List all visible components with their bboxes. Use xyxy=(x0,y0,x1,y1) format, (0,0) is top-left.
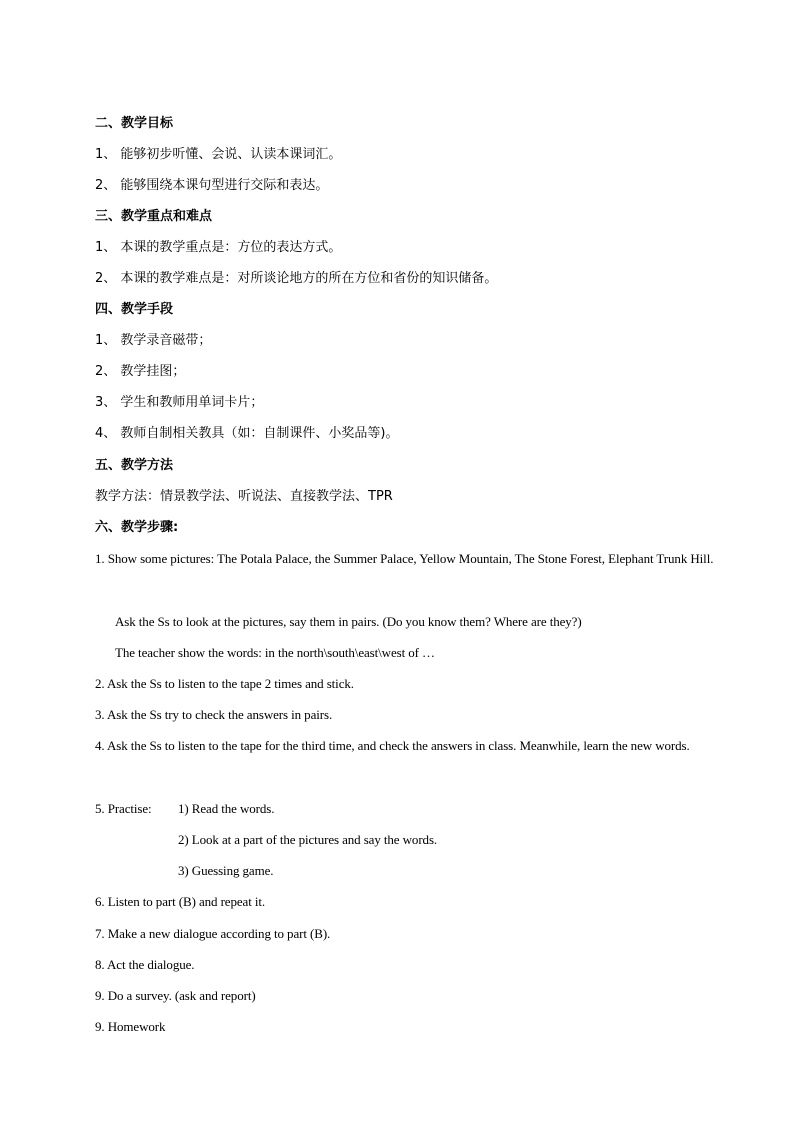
step-homework: 9. Homework xyxy=(95,1019,166,1034)
goal-item-2: 2、 能够围绕本课句型进行交际和表达。 xyxy=(95,178,329,193)
methods-text: 教学方法：情景教学法、听说法、直接教学法、TPR xyxy=(95,489,393,504)
step-1-sub-1: Ask the Ss to look at the pictures, say them in pairs. (Do you know them? Where are they?) xyxy=(115,614,582,629)
aid-item-1: 1、 教学录音磁带； xyxy=(95,333,212,348)
step-1: 1. Show some pictures: The Potala Palace, the Summer Palace, Yellow Mountain, The Stone Forest, Elephant Trunk Hill. xyxy=(95,551,714,566)
aid-item-3: 3、 学生和教师用单词卡片； xyxy=(95,395,264,410)
aid-item-2: 2、 教学挂图； xyxy=(95,364,186,379)
step-6: 6. Listen to part (B) and repeat it. xyxy=(95,894,266,909)
practise-item-3: 3) Guessing game. xyxy=(178,863,274,878)
section-title-key-points: 三、教学重点和难点 xyxy=(95,209,213,224)
step-2: 2. Ask the Ss to listen to the tape 2 times and stick. xyxy=(95,676,354,691)
step-1-sub-2: The teacher show the words: in the north\south\east\west of … xyxy=(115,645,435,660)
aid-item-4: 4、 教师自制相关教具（如：自制课件、小奖品等)。 xyxy=(95,426,399,441)
section-title-teaching-methods: 五、教学方法 xyxy=(95,458,174,473)
goal-item-1: 1、 能够初步听懂、会说、认读本课词汇。 xyxy=(95,147,342,162)
key-point-item-1: 1、 本课的教学重点是：方位的表达方式。 xyxy=(95,240,342,255)
step-3: 3. Ask the Ss try to check the answers in pairs. xyxy=(95,707,333,722)
step-9: 9. Do a survey. (ask and report) xyxy=(95,988,256,1003)
practise-item-2: 2) Look at a part of the pictures and say the words. xyxy=(178,832,438,847)
step-5-label: 5. Practise: xyxy=(95,801,152,816)
step-4: 4. Ask the Ss to listen to the tape for the third time, and check the answers in class. Meanwhile, learn the new words. xyxy=(95,738,690,753)
practise-item-1: 1) Read the words. xyxy=(178,801,275,816)
step-8: 8. Act the dialogue. xyxy=(95,957,195,972)
section-title-teaching-goals: 二、教学目标 xyxy=(95,116,174,131)
step-7: 7. Make a new dialogue according to part (B). xyxy=(95,926,331,941)
key-point-item-2: 2、 本课的教学难点是：对所谈论地方的所在方位和省份的知识储备。 xyxy=(95,271,498,286)
section-title-teaching-steps: 六、教学步骤: xyxy=(95,520,179,535)
section-title-teaching-aids: 四、教学手段 xyxy=(95,302,174,317)
